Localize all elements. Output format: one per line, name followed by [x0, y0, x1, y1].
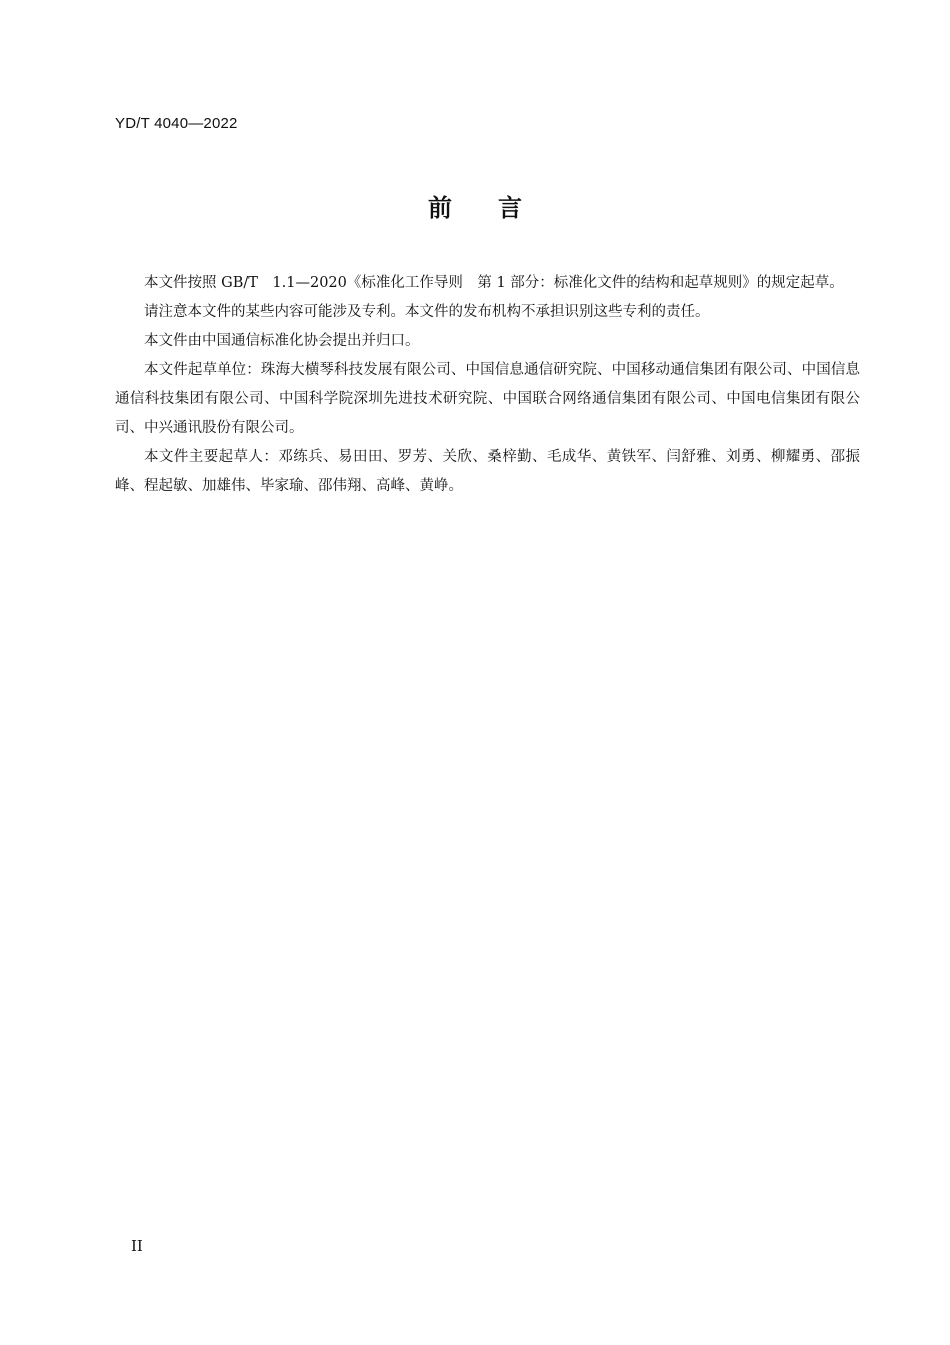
paragraph-drafters: 本文件主要起草人：邓练兵、易田田、罗芳、关欣、桑梓勤、毛成华、黄铁军、闫舒雅、刘勇、柳耀勇、邵振峰、程起敏、加雄伟、毕家瑜、邵伟翔、高峰、黄峥。 — [115, 449, 860, 494]
paragraph-drafting-units: 本文件起草单位：珠海大横琴科技发展有限公司、中国信息通信研究院、中国移动通信集团有限公司、中国信息通信科技集团有限公司、中国科学院深圳先进技术研究院、中国联合网络通信集团有限公司、中国电信集团有限公司、中兴通讯股份有限公司。 — [115, 362, 860, 436]
foreword-body — [115, 269, 860, 501]
paragraph-proposer: 本文件由中国通信标准化协会提出并归口。 — [144, 333, 420, 349]
page-title: 前言 — [428, 194, 568, 222]
paragraph-drafting-rules: 本文件按照 GB/T 1.1—2020《标准化工作导则 第 1 部分：标准化文件的结构和起草规则》的规定起草。 — [144, 275, 844, 291]
standard-number: YD/T 4040—2022 — [115, 115, 238, 132]
paragraph-patent-notice: 请注意本文件的某些内容可能涉及专利。本文件的发布机构不承担识别这些专利的责任。 — [144, 304, 710, 320]
page-number: II — [131, 1237, 143, 1255]
